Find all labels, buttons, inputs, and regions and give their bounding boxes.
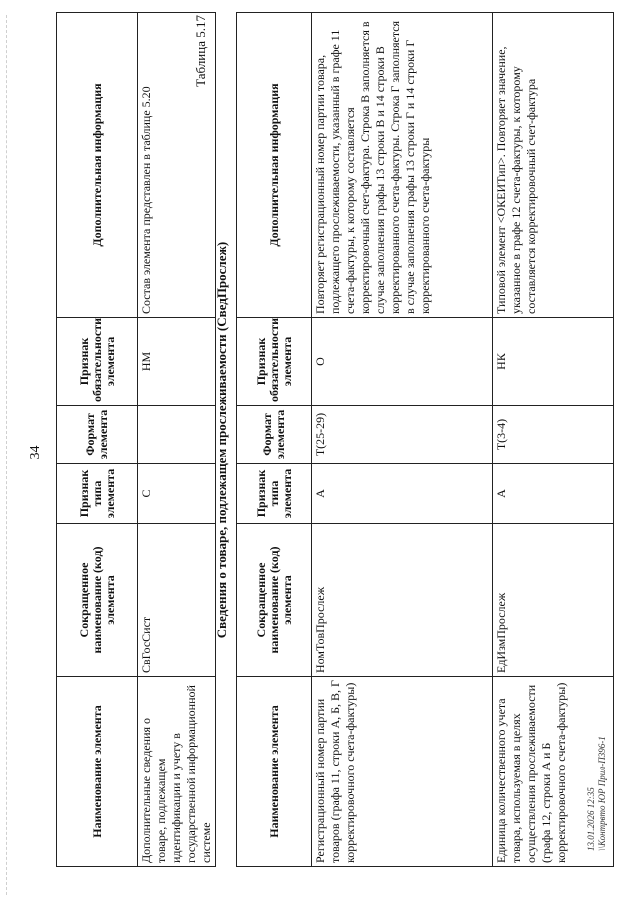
table-header-row [57, 13, 138, 867]
cell-type: С [138, 464, 216, 524]
header-cell: Сокращенное наименование (код) элемента [57, 524, 138, 677]
header-cell: Признак обязательности элемента [57, 318, 138, 406]
header-cell: Дополнительная информация [57, 13, 138, 318]
cell-format: T(25-29) [312, 406, 493, 464]
top-divider [6, 15, 7, 895]
header-cell: Формат элемента [57, 406, 138, 464]
cell-required: НК [493, 318, 614, 406]
cell-name: Дополнительные сведения о товаре, подлежащем идентификации и учету в государственной информационной системе [138, 677, 216, 867]
cell-code: СвГосСист [138, 524, 216, 677]
cell-name: Регистрационный номер партии товаров (графа 11, строки А, Б, В, Г корректировочного счета-фактуры) [312, 677, 493, 867]
cell-type: А [312, 464, 493, 524]
cell-code: ЕдИзмПрослеж [493, 524, 614, 677]
header-cell: Сокращенное наименование (код) элемента [237, 524, 312, 677]
table-traceability [236, 12, 614, 867]
header-cell: Признак типа элемента [237, 464, 312, 524]
table-header-row [237, 13, 312, 867]
header-cell: Наименование элемента [237, 677, 312, 867]
page-number: 34 [28, 445, 43, 460]
header-cell: Дополнительная информация [237, 13, 312, 318]
header-cell: Признак типа элемента [57, 464, 138, 524]
cell-format [138, 406, 216, 464]
stamp-date: 13.01.2026 12:35 [586, 787, 596, 851]
header-cell: Наименование элемента [57, 677, 138, 867]
table-element-info [56, 12, 216, 867]
cell-info: Состав элемента представлен в таблице 5.20 [138, 13, 216, 318]
header-cell: Формат элемента [237, 406, 312, 464]
cell-info: Типовой элемент <ОКЕИТип>. Повторяет значение, указанное в графе 12 счета-фактуры, к которому составляется корректировочный счет-фактура [493, 13, 614, 318]
cell-code: НомТовПрослеж [312, 524, 493, 677]
print-stamp [586, 736, 608, 851]
stamp-file: \\Контрвто ЮР Прил-П396-1 [597, 736, 607, 851]
cell-format: T(3-4) [493, 406, 614, 464]
cell-required: НМ [138, 318, 216, 406]
table-title: Сведения о товаре, подлежащем прослеживаемости (СведПрослеж) [214, 241, 229, 639]
table-row [312, 13, 493, 867]
cell-name: Единица количественного учета товара, используемая в целях осуществления прослеживаемости (графа 12, строки А и Б корректировочного счета-фактуры) [493, 677, 614, 867]
cell-required: О [312, 318, 493, 406]
header-cell: Признак обязательности элемента [237, 318, 312, 406]
cell-info: Повторяет регистрационный номер партии товара, подлежащего прослеживаемости, указанный в графе 11 счета-фактуры, к которому составляется корректировочный счет-фактура. Строка В заполняется в случае заполнения графы 13 строки В и 14 строки В корректированного счета-фактуры. Строка Г заполняется в случае заполнения графы 13 строки Г и 14 строки Г корректированного счета-фактуры [312, 13, 493, 318]
cell-type: А [493, 464, 614, 524]
table-number: Таблица 5.17 [193, 15, 208, 87]
